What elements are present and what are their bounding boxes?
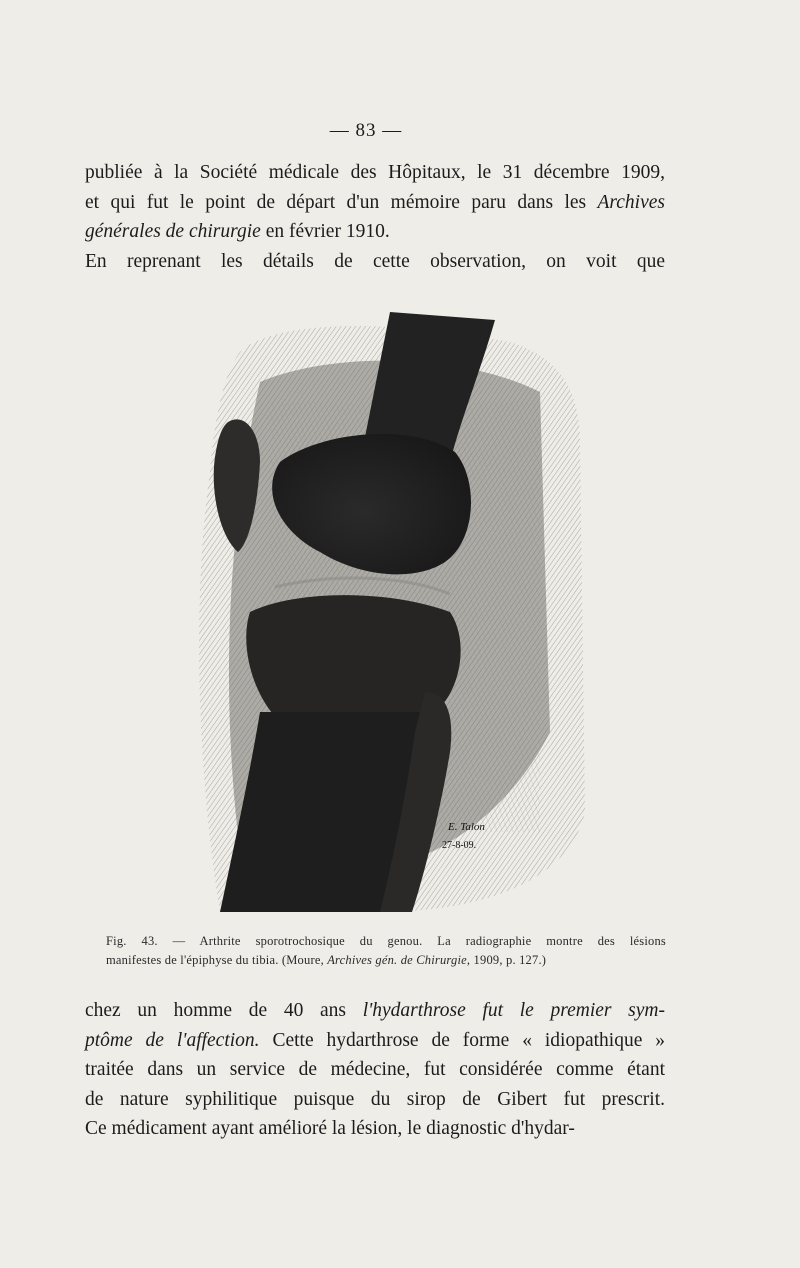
knee-drawing	[180, 312, 590, 917]
text-span: et qui fut le point de départ d'un mémoire paru dans les	[85, 191, 598, 213]
text-line	[85, 996, 665, 1026]
caption-journal: Archives gén. de Chirurgie,	[327, 953, 471, 967]
text-line	[85, 217, 665, 247]
text-line: Ce médicament ayant amélioré la lésion, le diagnostic d'hydar-	[85, 1118, 575, 1139]
artist-date: 27-8-09.	[442, 840, 477, 851]
caption-text: manifestes de l'épiphyse du tibia. (Moure,	[106, 953, 328, 967]
text-line: de nature syphilitique puisque du sirop de Gibert fut prescrit.	[85, 1088, 665, 1110]
caption-line	[106, 951, 666, 970]
text-span: en février 1910.	[260, 221, 390, 242]
artist-signature: E. Talon	[448, 821, 485, 833]
text-line: publiée à la Société médicale des Hôpitaux, le 31 décembre 1909,	[85, 162, 665, 183]
top-paragraph	[85, 158, 665, 276]
caption-text: 1909, p. 127.)	[470, 953, 547, 967]
text-line	[85, 1026, 665, 1056]
figure-caption	[106, 932, 666, 970]
caption-text: — Arthrite sporotrochosique du genou. La radiographie montre des lésions	[157, 934, 666, 948]
page-number: — 83 —	[329, 120, 403, 141]
knee-illustration	[180, 312, 590, 917]
text-span: chez un homme de 40 ans	[85, 1000, 363, 1021]
journal-title-cont: générales de chirurgie	[85, 221, 261, 242]
bottom-paragraph	[85, 996, 665, 1144]
text-span: Cette hydarthrose de forme « idiopathique »	[259, 1029, 665, 1051]
caption-line	[106, 932, 666, 951]
text-line: En reprenant les détails de cette observation, on voit que	[85, 250, 665, 272]
caption-label: Fig. 43.	[106, 934, 158, 948]
journal-title: Archives	[597, 191, 665, 213]
text-line: traitée dans un service de médecine, fut considérée comme étant	[85, 1059, 665, 1080]
emphasis: l'hydarthrose fut le premier sym-	[362, 1000, 665, 1021]
emphasis: ptôme de l'affection.	[85, 1029, 260, 1051]
text-line	[85, 188, 665, 218]
